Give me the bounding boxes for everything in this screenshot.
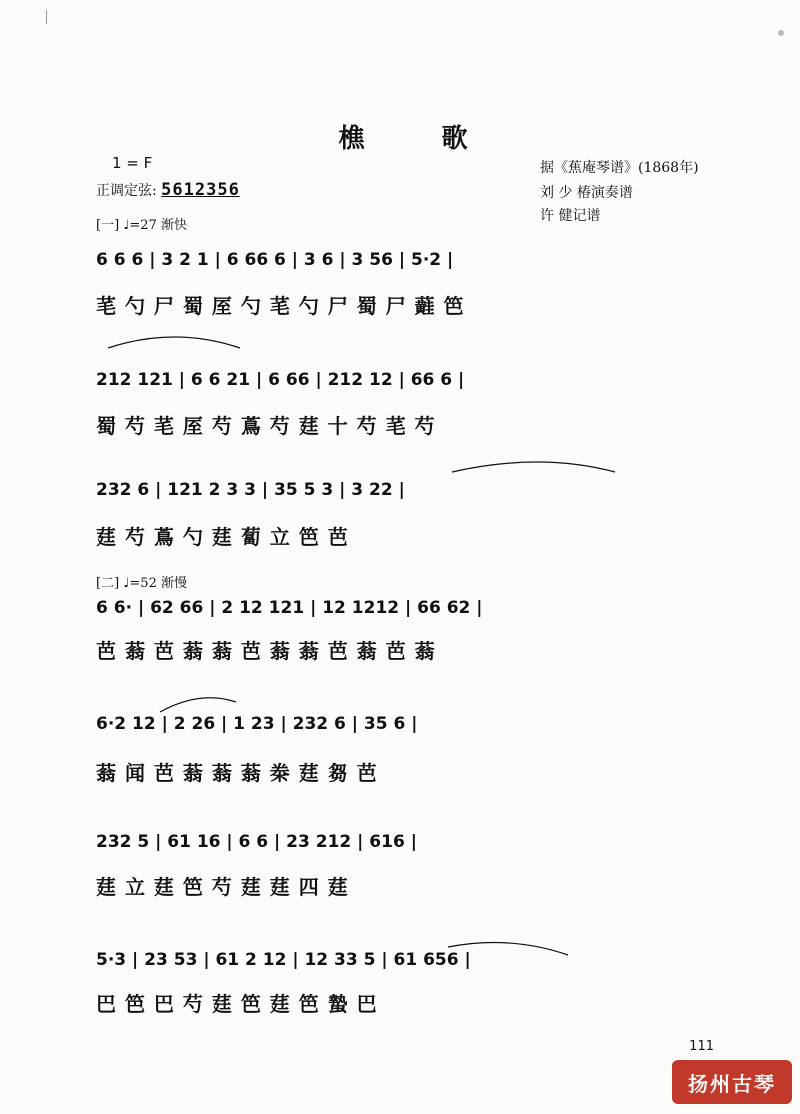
tablature-line-7: 巴 笆 巴 芍 莛 笆 莛 笆 蟄 巴 <box>96 991 378 1016</box>
jianpu-line-1: 6 6 6 | 3 2 1 | 6 66 6 | 3 6 | 3 56 | 5·2 | <box>96 250 454 270</box>
jianpu-line-4: 6 6· | 62 66 | 2 12 121 | 12 1212 | 66 62 | <box>96 598 483 618</box>
piece-title: 樵 歌 <box>338 124 502 154</box>
key-signature: 1 = F <box>112 154 153 172</box>
tablature-line-1: 芼 勺 尸 蜀 厔 勺 芼 勺 尸 蜀 尸 蘳 笆 <box>96 293 465 318</box>
tuning-label: 正调定弦: <box>96 183 157 199</box>
jianpu-line-3: 232 6 | 121 2 3 3 | 35 5 3 | 3 22 | <box>96 480 405 500</box>
tablature-line-4: 芭 蓊 芭 蓊 蓊 芭 蓊 蓊 芭 蓊 芭 蓊 <box>96 638 436 663</box>
transcriber-credit: 许 健记谱 <box>540 208 601 224</box>
watermark-logo: 扬州古琴 <box>672 1060 792 1104</box>
tablature-line-3: 莛 芍 蔦 勺 莛 蔔 立 笆 芭 <box>96 524 349 549</box>
section-two-marking: [二] ♩=52 渐慢 <box>96 576 187 591</box>
tablature-line-2: 蜀 芍 芼 厔 芍 蔦 芍 莛 十 芍 芼 芍 <box>96 413 436 438</box>
tuning-notes: 5612356 <box>161 180 240 200</box>
tablature-line-5: 蓊 闻 芭 蓊 蓊 蓊 桊 莛 芻 芭 <box>96 760 378 785</box>
jianpu-line-2: 212 121 | 6 6 21 | 6 66 | 212 12 | 66 6 | <box>96 370 465 390</box>
jianpu-line-7: 5·3 | 23 53 | 61 2 12 | 12 33 5 | 61 656 | <box>96 950 471 970</box>
section-one-marking: [一] ♩=27 渐快 <box>96 218 187 233</box>
performer-credit: 刘 少 椿演奏谱 <box>540 185 633 201</box>
page-number: 111 <box>689 1039 714 1054</box>
jianpu-line-6: 232 5 | 61 16 | 6 6 | 23 212 | 616 | <box>96 832 417 852</box>
tablature-line-6: 莛 立 莛 笆 芍 莛 莛 四 莛 <box>96 874 349 899</box>
slur-line-2 <box>108 337 240 348</box>
jianpu-line-5: 6·2 12 | 2 26 | 1 23 | 232 6 | 35 6 | <box>96 714 418 734</box>
source-credit: 据《蕉庵琴谱》(1868年) <box>540 160 699 176</box>
